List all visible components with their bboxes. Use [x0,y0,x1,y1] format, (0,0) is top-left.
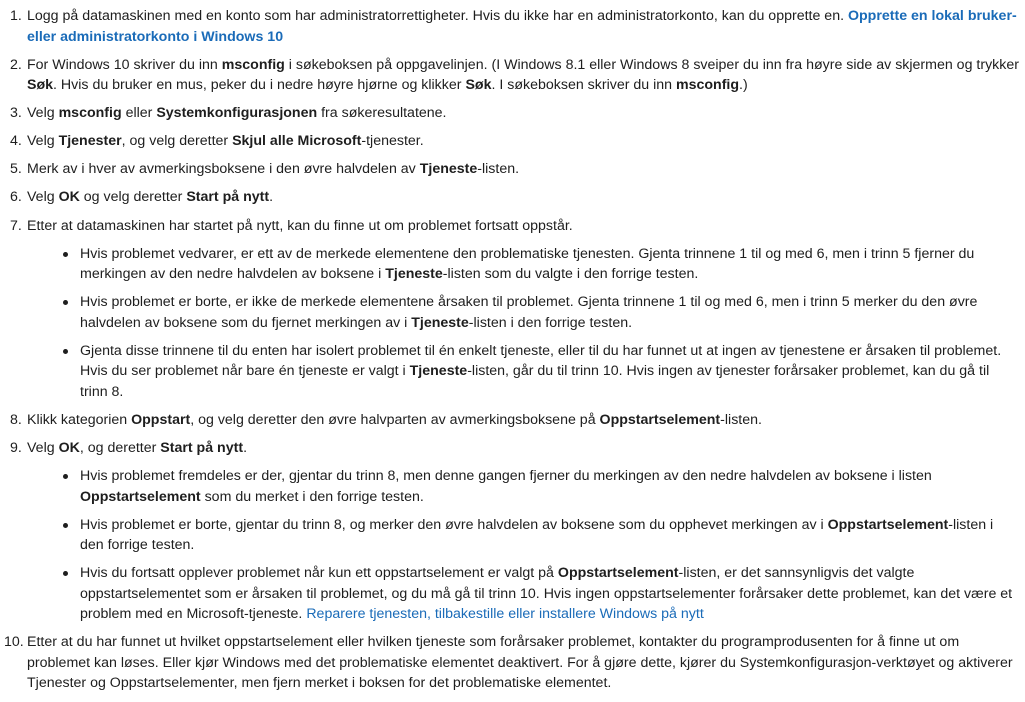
step-text: Klikk kategorien Oppstart, og velg deretter den øvre halvparten av avmerkingsboksene på Oppstartselement-listen. [27,411,762,428]
create-local-account-link[interactable]: Opprette en lokal bruker- eller administratorkonto i Windows 10 [27,8,1017,45]
step-text: Velg Tjenester, og velg deretter Skjul alle Microsoft-tjenester. [27,133,424,150]
bullet-icon [63,523,68,528]
step-6 [0,187,1025,208]
step-8 [0,410,1025,431]
step-text: Merk av i hver av avmerkingsboksene i den øvre halvdelen av Tjeneste-listen. [27,161,520,178]
sub-item: Hvis du fortsatt opplever problemet når kun ett oppstartselement er valgt på Oppstartselement-listen, er det sannsynligvis det valgte oppstartselementet som er årsaken til problemet, og du må gå til trinn 10. Hvis ingen oppstartselementer forårsaker dette problemet, kan det være et problem med en Microsoft-tjeneste. Reparere tjenesten, tilbakestille eller installere Windows på nytt [27,563,1019,625]
bullet-icon [63,252,68,257]
step-text: Velg OK, og deretter Start på nytt. [27,440,248,457]
step-number: 8. [10,411,22,428]
bullet-icon [63,571,68,576]
step-5 [0,159,1025,180]
step-number: 4. [10,133,22,150]
sub-list [27,466,1019,625]
bullet-icon [63,474,68,479]
step-text: Velg OK og velg deretter Start på nytt. [27,189,274,206]
step-text: Etter at datamaskinen har startet på nytt, kan du finne ut om problemet fortsatt oppstår. [27,217,573,234]
step-number: 1. [10,8,22,24]
steps-list [0,6,1025,702]
sub-item: Gjenta disse trinnene til du enten har isolert problemet til én enkelt tjeneste, eller til du har funnet ut at ingen av tjenestene er årsaken til problemet. Hvis du ser problemet når bare én tjeneste er valgt i Tjeneste-listen, går du til trinn 10. Hvis ingen av tjenester forårsaker problemet, kan du gå til trinn 8. [27,341,1019,403]
sub-item: Hvis problemet er borte, er ikke de merkede elementene årsaken til problemet. Gjenta trinnene 1 til og med 6, men i trinn 5 merker du den øvre halvdelen av boksene som du fjernet merkingen av i Tjeneste-listen i den forrige testen. [27,292,1019,333]
sub-item: Hvis problemet er borte, gjentar du trinn 8, og merker den øvre halvdelen av boksene som du opphevet merkingen av i Oppstartselement-listen i den forrige testen. [27,515,1019,556]
step-number: 5. [10,161,22,178]
step-text: Logg på datamaskinen med en konto som har administratorrettigheter. Hvis du ikke har en administratorkonto, kan du opprette en. Opprette en lokal bruker- eller administratorkonto i Windows 10 [27,8,1017,45]
step-10 [0,632,1025,694]
step-number: 3. [10,105,22,122]
step-9 [0,438,1025,625]
bullet-icon [63,300,68,305]
repair-windows-link[interactable]: Reparere tjenesten, tilbakestille eller installere Windows på nytt [306,606,704,623]
step-1 [0,6,1025,47]
sub-list [27,244,1019,403]
step-text: Etter at du har funnet ut hvilket oppstartselement eller hvilken tjeneste som forårsaker problemet, kontakter du programprodusenten for å finne ut om problemet kan løses. Eller kjør Windows med det problematiske elementet deaktivert. For å gjøre dette, kjører du Systemkonfigurasjon-verktøyet og aktiverer Tjenester og Oppstartselementer, men fjern merket i boksen for det problematiske elementet. [27,634,1013,692]
step-3 [0,103,1025,124]
step-number: 7. [10,217,22,234]
sub-item: Hvis problemet fremdeles er der, gjentar du trinn 8, men denne gangen fjerner du merkingen av den nedre halvdelen av boksene i listen Oppstartselement som du merket i den forrige testen. [27,466,1019,507]
step-number: 6. [10,189,22,206]
step-7 [0,216,1025,403]
step-number: 2. [10,56,22,73]
step-4 [0,131,1025,152]
step-number: 10. [4,634,24,651]
step-2 [0,55,1025,96]
bullet-icon [63,349,68,354]
step-text: Velg msconfig eller Systemkonfigurasjonen fra søkeresultatene. [27,105,447,122]
sub-item: Hvis problemet vedvarer, er ett av de merkede elementene den problematiske tjenesten. Gjenta trinnene 1 til og med 6, men i trinn 5 fjerner du merkingen av den nedre halvdelen av boksene i Tjeneste-listen som du valgte i den forrige testen. [27,244,1019,285]
step-number: 9. [10,440,22,457]
step-text: For Windows 10 skriver du inn msconfig i søkeboksen på oppgavelinjen. (I Windows 8.1 eller Windows 8 sveiper du inn fra høyre side av skjermen og trykker Søk. Hvis du bruker en mus, peker du i nedre høyre hjørne og klikker Søk. I søkeboksen skriver du inn msconfig.) [27,56,1019,94]
